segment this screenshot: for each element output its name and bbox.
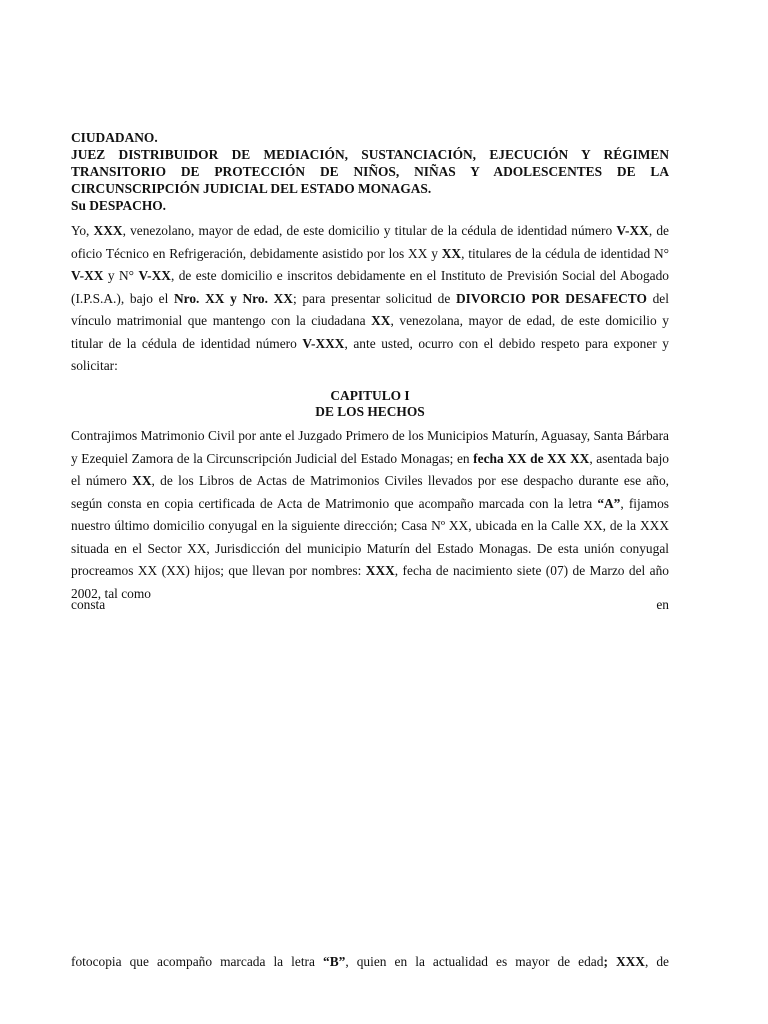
facts-last-right: en	[656, 597, 669, 612]
intro-text: , de oficio Técnico en Refrigeración, debidamente asistido por los XX y	[71, 223, 669, 261]
facts-text: , asentada bajo el número	[71, 450, 669, 488]
intro-bold: XX	[371, 313, 391, 328]
facts-text: , fecha de nacimiento siete (07) de Marzo del año 2002, tal como	[71, 563, 669, 601]
continuation-text: fotocopia que acompaño marcada la letra	[71, 954, 324, 969]
intro-text: del vínculo matrimonial que mantengo con la ciudadana	[71, 290, 669, 328]
intro-text: , venezolano, mayor de edad, de este domicilio y titular de la cédula de identidad número	[122, 223, 617, 238]
addressee-jurisdiction-line: CIRCUNSCRIPCIÓN JUDICIAL DEL ESTADO MONAGAS.	[71, 181, 432, 196]
intro-bold: V-XX	[616, 223, 649, 238]
intro-text: , ante usted, ocurro con el debido respeto para exponer y solicitar:	[71, 335, 669, 373]
intro-bold: V-XXX	[302, 335, 345, 351]
intro-bold: XX	[441, 245, 462, 261]
facts-paragraph	[71, 425, 669, 605]
continuation-line	[71, 951, 669, 974]
intro-text: , titulares de la cédula de identidad N°	[461, 245, 669, 261]
continuation-bold: “B”	[323, 954, 346, 969]
addressee-court-line: TRANSITORIO DE PROTECCIÓN DE NIÑOS, NIÑAS Y ADOLESCENTES DE LA	[71, 164, 669, 179]
intro-text: , venezolana, mayor de edad, de este domicilio y titular de la cédula de identidad número	[71, 313, 669, 351]
continuation-text: , de	[644, 954, 670, 969]
chapter-subtitle: DE LOS HECHOS	[315, 404, 425, 419]
facts-text: , de los Libros de Actas de Matrimonios Civiles llevados por ese despacho durante ese año, según consta en copia certificada de Acta de Matrimonio que acompaño marcada con la letra	[71, 473, 669, 511]
chapter-heading	[71, 388, 669, 420]
facts-bold: fecha XX de XX XX	[473, 450, 590, 466]
facts-last-line	[71, 594, 669, 617]
addressee-judge-line: JUEZ DISTRIBUIDOR DE MEDIACIÓN, SUSTANCIACIÓN, EJECUCIÓN Y RÉGIMEN	[71, 147, 669, 162]
facts-bold: XXX	[365, 563, 395, 578]
facts-last-left: consta	[71, 597, 106, 612]
intro-bold: DIVORCIO POR DESAFECTO	[456, 290, 647, 306]
facts-bold: XX	[132, 473, 152, 488]
chapter-title: CAPITULO I	[330, 388, 410, 403]
addressee-salutation: CIUDADANO.	[71, 130, 158, 145]
intro-text: y N°	[103, 268, 139, 283]
intro-bold: V-XX	[71, 268, 104, 283]
intro-paragraph	[71, 220, 669, 378]
intro-text: , de este domicilio e inscritos debidamente en el Instituto de Previsión Social del Abogado (I.P.S.A.), bajo el	[71, 268, 670, 306]
addressee-office-line: Su DESPACHO.	[71, 198, 166, 213]
facts-text: , fijamos nuestro último domicilio conyugal en la siguiente dirección; Casa Nº XX, ubicada en la Calle XX, de la XXX situada en el Sector XX, Jurisdicción del municipio Maturín del Estado Monagas. De esta unión conyugal procreamos XX (XX) hijos; que llevan por nombres:	[71, 495, 669, 578]
facts-text: Contrajimos Matrimonio Civil por ante el Juzgado Primero de los Municipios Maturín, Aguasay, Santa Bárbara y Ezequiel Zamora de la Circunscripción Judicial del Estado Monagas; en	[71, 428, 669, 466]
addressee-block	[71, 129, 669, 214]
intro-bold: Nro. XX y Nro. XX	[173, 290, 293, 306]
intro-bold: V-XX	[138, 268, 171, 283]
facts-bold: “A”	[597, 495, 621, 511]
continuation-bold: ; XXX	[603, 954, 645, 969]
continuation-text: , quien en la actualidad es mayor de edad	[345, 954, 604, 969]
intro-text: ; para presentar solicitud de	[292, 290, 456, 306]
intro-bold: XXX	[93, 223, 123, 238]
intro-text: Yo,	[71, 223, 94, 238]
